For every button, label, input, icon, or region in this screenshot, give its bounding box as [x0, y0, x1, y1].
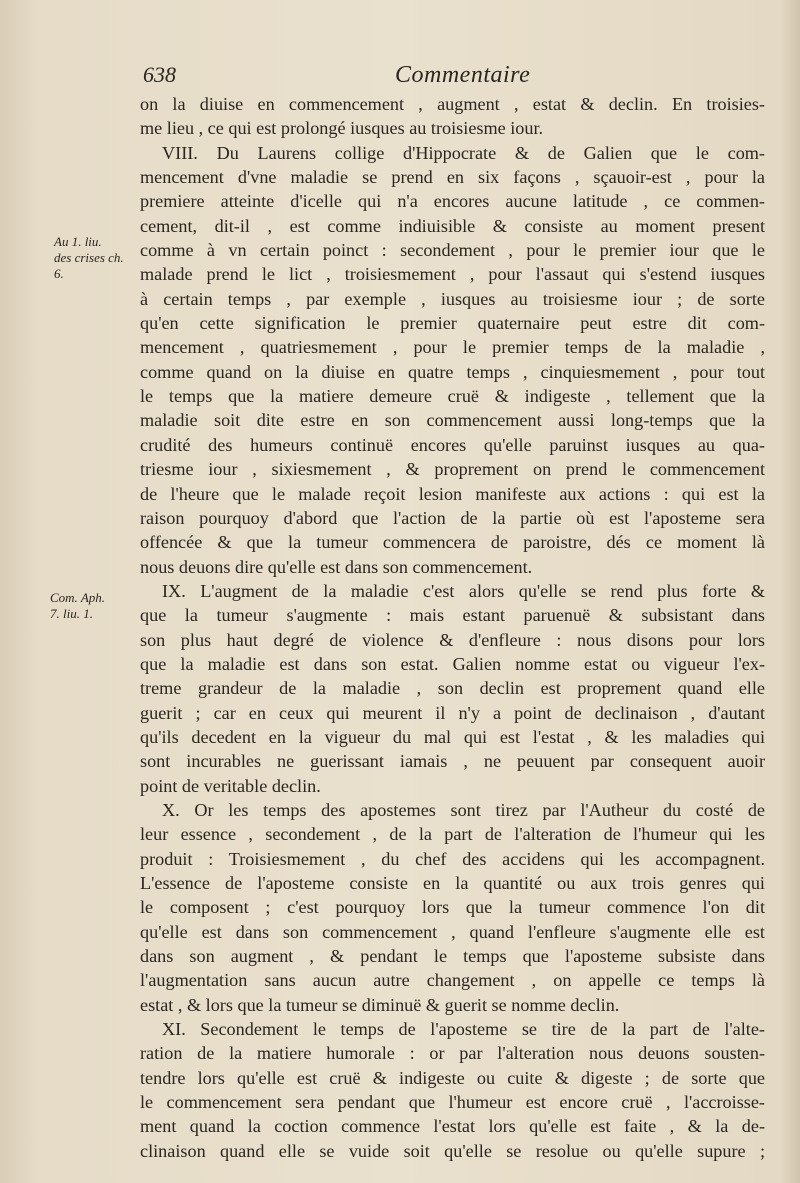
text-line: point de veritable declin. — [140, 775, 321, 796]
margin-note-line: Com. Aph. — [50, 590, 106, 605]
text-line: leur essence , secondement , de la part de l'alteration de l'humeur qui les — [140, 824, 765, 845]
text-line: clinaison quand elle se vuide soit qu'elle se resolue ou qu'elle supure ; — [140, 1140, 765, 1161]
text-line: mencement d'vne maladie se prend en six façons , sçauoir-est , pour la — [140, 167, 765, 188]
text-line: comme à vn certain poinct : secondement , pour le premier iour que le — [140, 240, 765, 261]
text-line: mencement , quatriesmement , pour le premier temps de la maladie , — [140, 337, 765, 358]
text-line: on la diuise en commencement , augment , estat & declin. En troisies- — [140, 94, 765, 114]
text-line: nous deuons dire qu'elle est dans son commencement. — [140, 556, 533, 577]
text-line: triesme iour , sixiesmement , & proprement on prend le commencement — [140, 459, 765, 480]
text-line: produit : Troisiesmement , du chef des accidens qui les accompagnent. — [140, 848, 765, 869]
margin-note-line: 6. — [54, 266, 64, 281]
text-line: le commencement sera pendant que l'humeur est encore cruë , l'accroisse- — [140, 1092, 765, 1113]
text-line: qu'elle est dans son commencement , quand l'enfleure s'augmente elle est — [140, 921, 765, 942]
text-line: à certain temps , par exemple , iusques au troisiesme iour ; de sorte — [140, 288, 765, 309]
text-line: tendre lors qu'elle est cruë & indigeste ou cuite & digeste ; de sorte que — [140, 1067, 765, 1088]
text-line: raison pourquoy d'abord que l'action de la partie où est l'aposteme sera — [140, 507, 765, 528]
text-line: ment quand la coction commence l'estat lors qu'elle est faite , & la de- — [140, 1116, 765, 1137]
text-line: l'augmentation sans aucun autre changement , on appelle ce temps là — [140, 970, 765, 991]
text-line: VIII. Du Laurens collige d'Hippocrate & de Galien que le com- — [162, 142, 765, 163]
page-number: 638 — [143, 62, 176, 87]
text-line: IX. L'augment de la maladie c'est alors qu'elle se rend plus forte & — [162, 580, 765, 601]
text-line: ration de la matiere humorale : or par l'alteration nous deuons sousten- — [140, 1043, 765, 1064]
text-line: sont incurables ne guerissant iamais , ne peuuent par consequent auoir — [140, 751, 765, 772]
text-line: estat , & lors que la tumeur se diminuë & guerit se nomme declin. — [140, 994, 620, 1015]
text-line: comme quand on la diuise en quatre temps , cinquiesmement , pour tout — [140, 361, 765, 382]
text-line: qu'en cette signification le premier quaternaire peut estre dit com- — [140, 313, 765, 334]
text-line: de l'heure que le malade reçoit lesion manifeste aux actions : qui est la — [140, 483, 765, 504]
text-line: me lieu , ce qui est prolongé iusques au troisiesme iour. — [140, 118, 544, 139]
text-line: le temps que la matiere demeure cruë & indigeste , tellement que la — [140, 386, 765, 407]
margin-note-line: 7. liu. 1. — [50, 606, 93, 621]
running-head: Commentaire — [395, 62, 531, 88]
margin-note-1 — [54, 234, 124, 282]
text-line: L'essence de l'aposteme consiste en la quantité ou aux trois genres qui — [140, 873, 765, 893]
text-line: maladie soit dite estre en son commencement aussi long-temps que la — [140, 410, 765, 431]
text-line: que la maladie est dans son estat. Galien nomme estat ou vigueur l'ex- — [140, 653, 765, 674]
text-line: X. Or les temps des apostemes sont tirez par l'Autheur du costé de — [162, 799, 765, 820]
body-text — [140, 92, 765, 1163]
text-line: le composent ; c'est pourquoy lors que la tumeur commence l'on dit — [140, 897, 765, 918]
text-line: malade prend le lict , troisiesmement , pour l'assaut qui s'estend iusques — [140, 264, 765, 285]
margin-note-2 — [50, 590, 105, 622]
text-line: cement, dit-il , est comme indiuisible & consiste au moment present — [140, 215, 765, 236]
margin-note-line: Au 1. liu. — [54, 234, 102, 249]
text-line: treme grandeur de la maladie , son declin est proprement quand elle — [140, 678, 765, 699]
text-line: offencée & que la tumeur commencera de paroistre, dés ce moment là — [140, 532, 765, 553]
text-line: crudité des humeurs continuë encores qu'elle paruinst iusques au qua- — [140, 434, 765, 455]
text-line: dans son augment , & pendant le temps que l'aposteme subsiste dans — [140, 946, 765, 967]
text-line: qu'ils decedent en la vigueur du mal qui est l'estat , & les maladies qui — [140, 726, 765, 747]
text-line: que la tumeur s'augmente : mais estant paruenuë & subsistant dans — [140, 605, 765, 626]
text-line: XI. Secondement le temps de l'aposteme se tire de la part de l'alte- — [162, 1019, 765, 1040]
page-header — [0, 62, 800, 94]
text-line: premiere atteinte d'icelle qui n'a encores aucune latitude , ce commen- — [140, 191, 765, 212]
margin-note-line: des crises ch. — [54, 250, 124, 265]
text-line: son plus haut degré de violence & d'enfleure : nous disons pour lors — [140, 629, 765, 650]
text-line: guerit ; car en ceux qui meurent il n'y a point de declinaison , d'autant — [140, 702, 765, 723]
